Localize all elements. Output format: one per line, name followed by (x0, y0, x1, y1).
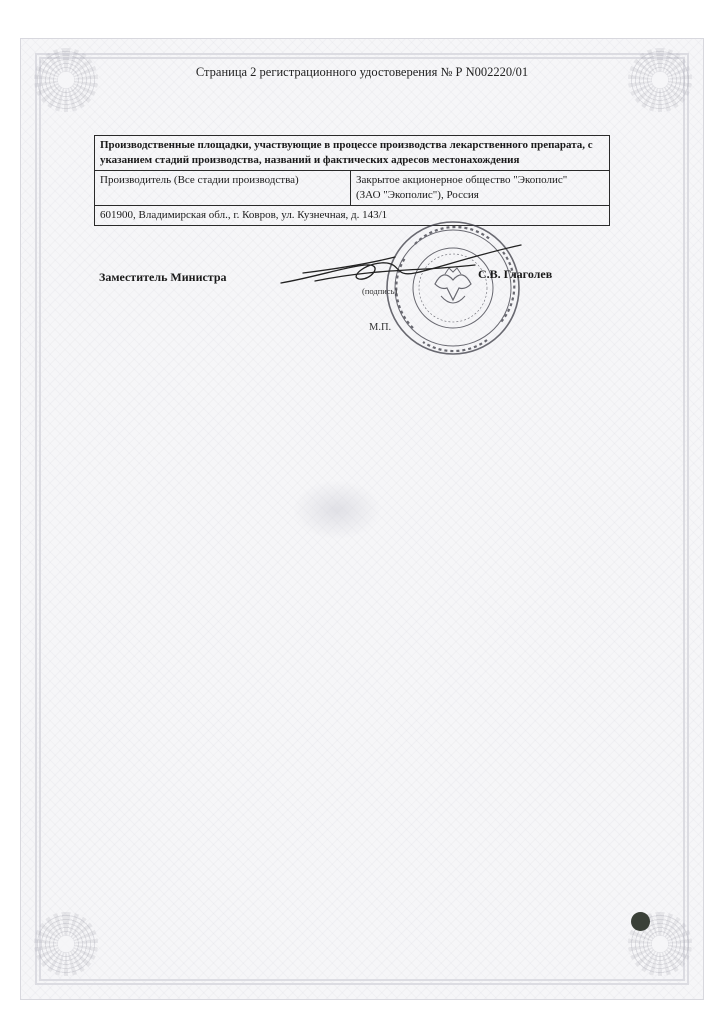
corner-rosette-bottom-left (34, 912, 98, 976)
signer-title: Заместитель Министра (99, 270, 227, 284)
signature-caption: (подпись) (362, 286, 398, 296)
manufacturer-company-cell (351, 171, 610, 206)
center-watermark (292, 480, 382, 540)
corner-rosette-top-left (34, 48, 98, 112)
binding-hole-mark (631, 912, 650, 931)
address-cell: 601900, Владимирская обл., г. Ковров, ул. Кузнечная, д. 143/1 (95, 206, 610, 226)
company-line-1: Закрытое акционерное общество "Экополис" (356, 174, 568, 186)
table-header-row (95, 136, 610, 171)
production-sites-table (94, 135, 610, 226)
manufacturer-role-cell: Производитель (Все стадии производства) (95, 171, 351, 206)
page-header: Страница 2 регистрационного удостоверения № Р N002220/01 (195, 65, 529, 79)
table-caption: Производственные площадки, участвующие в процессе производства лекарственного препарата, с указанием стадий производства, названий и фактических адресов местонахождения (95, 136, 610, 171)
corner-rosette-top-right (628, 48, 692, 112)
signer-name: С.В. Глаголев (478, 267, 553, 281)
table-row (95, 206, 610, 226)
company-line-2: (ЗАО "Экополис"), Россия (356, 189, 479, 201)
seal-label: М.П. (369, 322, 392, 333)
table-row (95, 171, 610, 206)
